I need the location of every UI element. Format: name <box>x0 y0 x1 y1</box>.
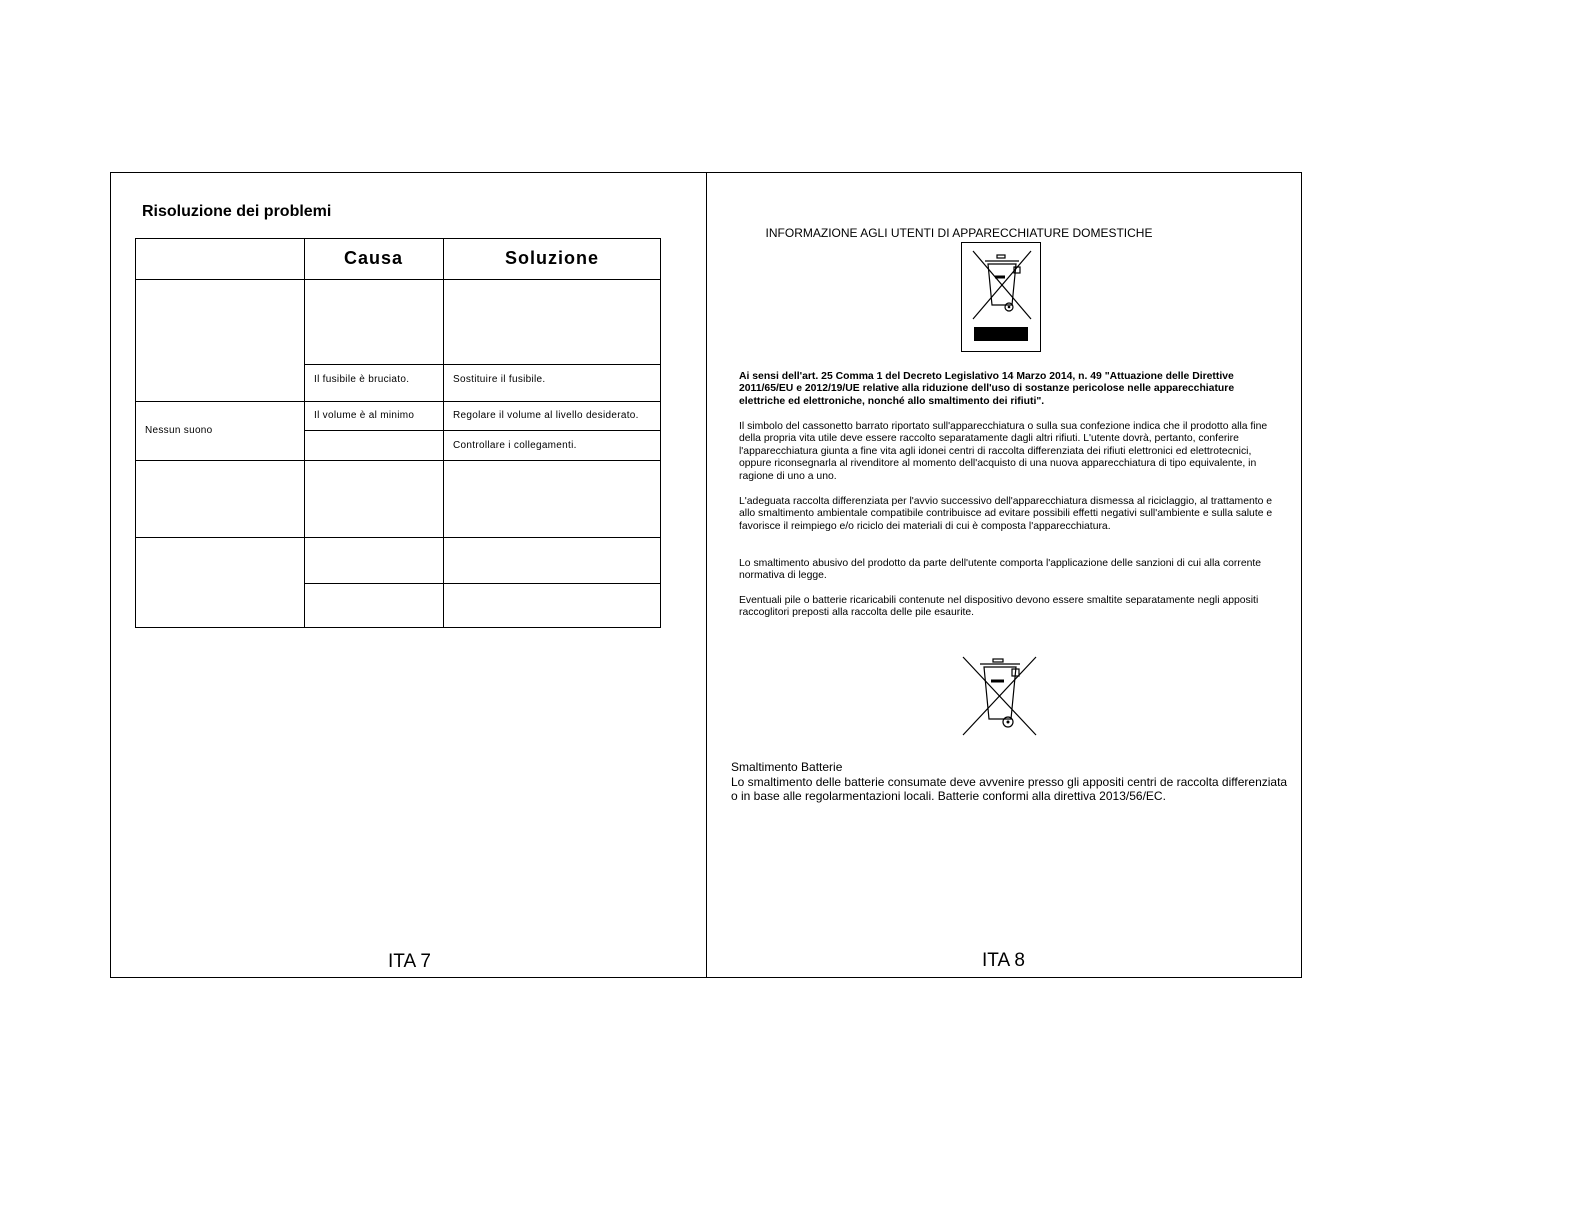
battery-text: Lo smaltimento delle batterie consumate deve avvenire presso gli appositi centri de raccolta differenziata o in base alle regolarmentazioni locali. Batterie conformi alla direttiva 2013/56/EC. <box>731 774 1288 803</box>
battery-disposal <box>731 760 1291 804</box>
weee-symbol-box <box>961 242 1041 352</box>
legal-notice: Ai sensi dell'art. 25 Comma 1 del Decreto Legislativo 14 Marzo 2014, n. 49 "Attuazione delle Direttive 2011/65/EU e 2012/19/UE relative alla riduzione dell'uso di sostanze pericolose nelle apparecchiature elettriche ed elettroniche, nonché allo smaltimento dei rifiuti". <box>739 371 1235 407</box>
paragraph-3: Lo smaltimento abusivo del prodotto da parte dell'utente comporta l'applicazione delle sanzioni di cui alla corrente normativa di legge. <box>739 558 1262 582</box>
table-cell-solution: Regolare il volume al livello desiderato. <box>453 410 639 421</box>
paragraph-2: L'adeguata raccolta differenziata per l'avvio successivo dell'apparecchiatura dismessa al riciclaggio, al trattamento e allo smaltimento ambientale compatibile contribuisce ad evitare possibili effetti negativi sull'ambiente e sulla salute e favorisce il reimpiego e/o riciclo dei materiali di cui è composta l'apparecchiatura. <box>739 496 1273 532</box>
header-causa: Causa <box>343 248 404 268</box>
crossed-bin-icon <box>971 247 1033 323</box>
paragraph-1: Il simbolo del cassonetto barrato riportato sull'apparecchiatura o sulla sua confezione indica che il prodotto alla fine della propria vita utile deve essere raccolto separatamente dagli altri rifiuti. L'utente dovrà, pertanto, conferire l'apparecchiatura giunta a fine vita agli idonei centri di raccolta differenziata dei rifiuti elettronici ed elettrotecnici, oppure riconsegnarla al rivenditore al momento dell'acquisto di una nuova apparecchiatura di tipo equivalente, in ragione di uno a uno. <box>739 421 1268 482</box>
table-cell-solution: Sostituire il fusibile. <box>453 374 546 385</box>
info-title: INFORMAZIONE AGLI UTENTI DI APPARECCHIATURE DOMESTICHE <box>765 226 1153 240</box>
table-cell-cause: Il fusibile è bruciato. <box>314 374 410 385</box>
table-cell-problem: Nessun suono <box>145 425 213 436</box>
paragraph-4: Eventuali pile o batterie ricaricabili contenute nel dispositivo devono essere smaltite separatamente negli appositi raccoglitori preposti alla raccolta delle pile esaurite. <box>739 595 1259 619</box>
weee-black-bar <box>974 327 1028 341</box>
crossed-bin-icon <box>960 655 1040 737</box>
page-heading: Risoluzione dei problemi <box>142 203 332 220</box>
table-cell-cause: Il volume è al minimo <box>314 410 415 421</box>
battery-heading: Smaltimento Batterie <box>731 760 843 774</box>
header-soluzione: Soluzione <box>505 248 599 268</box>
table-cell-solution: Controllare i collegamenti. <box>453 440 577 451</box>
page-number-left: ITA 7 <box>388 951 431 972</box>
page-number-right: ITA 8 <box>982 950 1025 971</box>
troubleshooting-table <box>135 238 661 628</box>
page-divider <box>706 173 707 977</box>
